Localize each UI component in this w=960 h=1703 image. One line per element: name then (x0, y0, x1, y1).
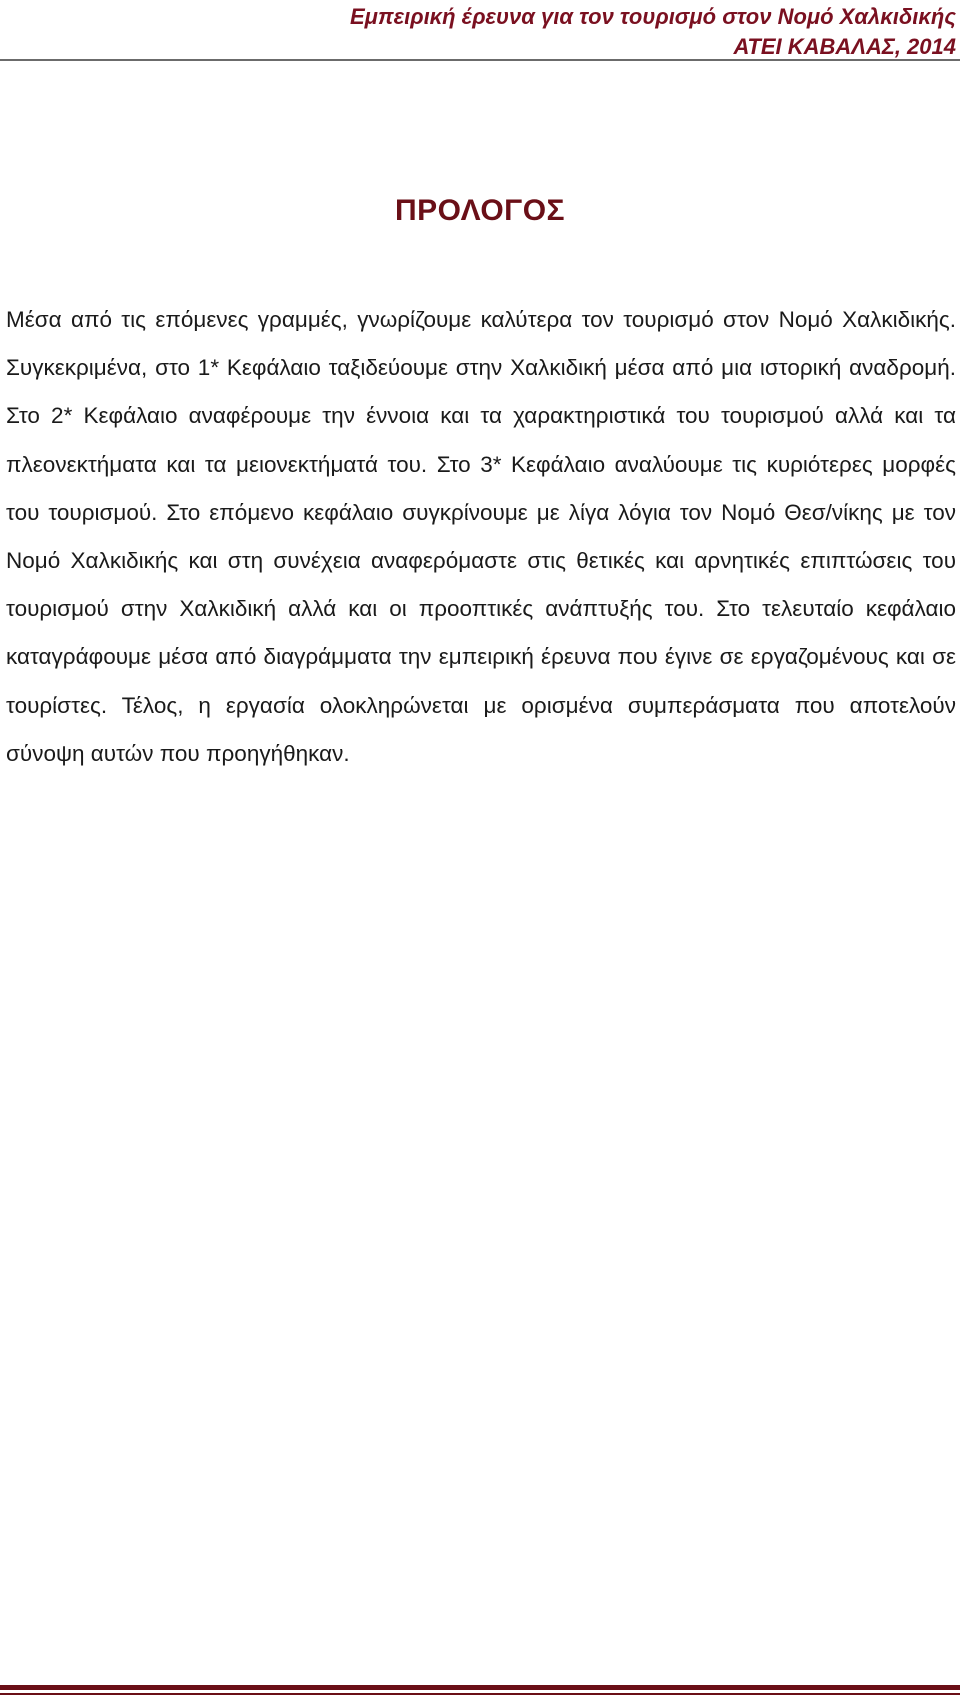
footer-divider-thick (0, 1685, 960, 1690)
footer-divider-thin (0, 1693, 960, 1695)
header-divider (0, 59, 960, 61)
header-document-title: Εμπειρική έρευνα για τον τουρισμό στον Νομό Χαλκιδικής (350, 4, 956, 29)
prologue-paragraph: Μέσα από τις επόμενες γραμμές, γνωρίζουμε καλύτερα τον τουρισμό στον Νομό Χαλκιδικής. Συγκεκριμένα, στο 1* Κεφάλαιο ταξιδεύουμε στην Χαλκιδική μέσα από μια ιστορική αναδρομή. Στο 2* Κεφάλαιο αναφέρουμε την έννοια και τα χαρακτηριστικά του τουρισμού αλλά και τα πλεονεκτήματα και τα μειονεκτήματά του. Στο 3* Κεφάλαιο αναλύουμε τις κυριότερες μορφές του τουρισμού. Στο επόμενο κεφάλαιο συγκρίνουμε με λίγα λόγια τον Νομό Θεσ/νίκης με τον Νομό Χαλκιδικής και στη συνέχεια αναφερόμαστε στις θετικές και αρνητικές επιπτώσεις του τουρισμού στην Χαλκιδική αλλά και οι προοπτικές ανάπτυξής του. Στο τελευταίο κεφάλαιο καταγράφουμε μέσα από διαγράμματα την εμπειρική έρευνα που έγινε σε εργαζομένους και σε τουρίστες. Τέλος, η εργασία ολοκληρώνεται με ορισμένα συμπεράσματα που αποτελούν σύνοψη αυτών που προηγήθηκαν. (6, 307, 956, 766)
page-header (0, 0, 956, 62)
page-title: ΠΡΟΛΟΓΟΣ (394, 194, 566, 227)
header-institution-year: ΑΤΕΙ ΚΑΒΑΛΑΣ, 2014 (733, 34, 956, 59)
